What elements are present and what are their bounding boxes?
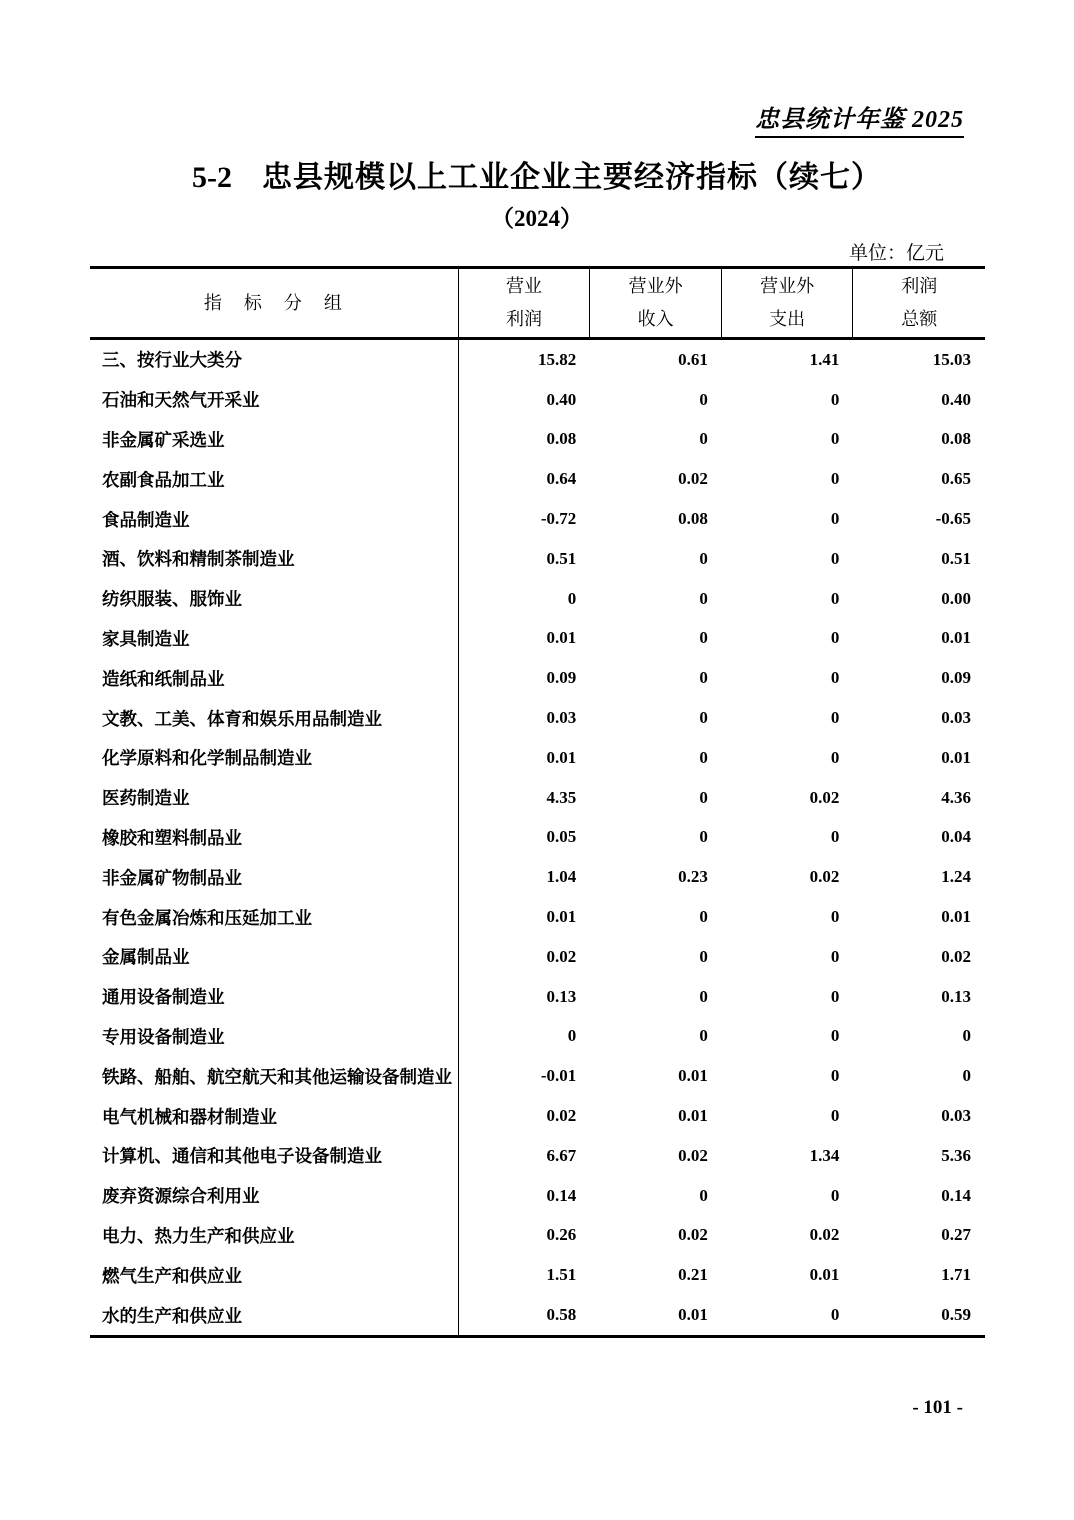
row-label: 非金属矿采选业	[90, 420, 459, 460]
row-value-total-profit: 0.27	[941, 1225, 971, 1245]
table-row	[90, 977, 985, 1017]
table-row	[90, 619, 985, 659]
row-value-total-profit: 0.00	[941, 588, 971, 608]
table-row	[90, 459, 985, 499]
row-label: 橡胶和塑料制品业	[90, 818, 459, 858]
table-row	[90, 937, 985, 977]
row-value-total-profit: 0	[962, 1066, 971, 1086]
row-value-total-profit: 0.03	[941, 1106, 971, 1126]
table-header-row	[90, 269, 985, 340]
table-row	[90, 420, 985, 460]
row-value-non-operating-income: 0	[699, 1185, 708, 1205]
row-value-non-operating-income: 0.01	[678, 1066, 708, 1086]
row-value-operating-profit: -0.01	[540, 1066, 577, 1086]
row-value-non-operating-income: 0.02	[678, 1225, 708, 1245]
header-indicator-group: 指 标 分 组	[90, 269, 459, 337]
row-label: 电气机械和器材制造业	[90, 1096, 459, 1136]
row-value-non-operating-expense: 0	[830, 946, 840, 966]
row-value-non-operating-expense: 0	[830, 1026, 840, 1046]
row-value-non-operating-income: 0.02	[678, 469, 708, 489]
row-value-operating-profit: 4.35	[546, 787, 577, 807]
row-label: 三、按行业大类分	[90, 340, 459, 380]
row-value-operating-profit: 0.51	[546, 548, 577, 568]
row-value-total-profit: 0.01	[941, 907, 971, 927]
row-value-total-profit: 0.14	[941, 1185, 971, 1205]
row-label: 计算机、通信和其他电子设备制造业	[90, 1136, 459, 1176]
row-value-operating-profit: 1.51	[546, 1265, 577, 1285]
row-value-total-profit: 0	[962, 1026, 971, 1046]
table-title-text: 忠县规模以上工业企业主要经济指标（续七）	[262, 161, 882, 194]
table-row	[90, 818, 985, 858]
row-value-total-profit: 0.08	[941, 429, 971, 449]
row-value-non-operating-expense: 0	[830, 986, 840, 1006]
row-value-total-profit: 0.59	[941, 1305, 971, 1325]
page-title	[0, 152, 1074, 196]
row-value-total-profit: 15.03	[932, 349, 971, 369]
row-label: 铁路、船舶、航空航天和其他运输设备制造业	[90, 1056, 459, 1096]
row-value-non-operating-income: 0	[699, 628, 708, 648]
row-value-operating-profit: 0.14	[546, 1185, 577, 1205]
row-value-non-operating-income: 0	[699, 588, 708, 608]
row-value-non-operating-expense: 0.02	[809, 787, 840, 807]
row-label: 农副食品加工业	[90, 459, 459, 499]
table-row	[90, 897, 985, 937]
row-value-operating-profit: 15.82	[538, 349, 577, 369]
row-label: 石油和天然气开采业	[90, 380, 459, 420]
row-value-operating-profit: 0.58	[546, 1305, 577, 1325]
row-label: 文教、工美、体育和娱乐用品制造业	[90, 698, 459, 738]
row-value-total-profit: 0.02	[941, 946, 971, 966]
row-value-operating-profit: 6.67	[546, 1145, 577, 1165]
row-value-non-operating-income: 0	[699, 1026, 708, 1046]
row-value-non-operating-expense: 0	[830, 548, 840, 568]
row-value-total-profit: 1.71	[941, 1265, 971, 1285]
table-row	[90, 698, 985, 738]
row-value-non-operating-expense: 0	[830, 588, 840, 608]
header-total-profit: 利润 总额	[901, 276, 938, 329]
row-value-non-operating-expense: 0	[830, 429, 840, 449]
row-value-non-operating-income: 0.08	[678, 509, 708, 529]
row-value-operating-profit: 0	[567, 1026, 577, 1046]
row-value-operating-profit: 0.40	[546, 389, 577, 409]
row-value-non-operating-expense: 0	[830, 1106, 840, 1126]
row-value-operating-profit: -0.72	[540, 509, 577, 529]
row-value-total-profit: 5.36	[941, 1145, 971, 1165]
row-label: 家具制造业	[90, 619, 459, 659]
row-label: 化学原料和化学制品制造业	[90, 738, 459, 778]
table-row	[90, 1255, 985, 1295]
row-value-non-operating-expense: 0.01	[809, 1265, 840, 1285]
row-value-total-profit: -0.65	[935, 509, 971, 529]
page-number: - 101 -	[912, 1397, 963, 1418]
table-row	[90, 380, 985, 420]
row-value-operating-profit: 0.02	[546, 946, 577, 966]
table-row	[90, 499, 985, 539]
row-value-non-operating-income: 0	[699, 389, 708, 409]
table-row	[90, 738, 985, 778]
row-value-operating-profit: 0.02	[546, 1106, 577, 1126]
row-value-non-operating-income: 0	[699, 787, 708, 807]
row-value-non-operating-income: 0	[699, 548, 708, 568]
row-value-non-operating-expense: 0.02	[809, 867, 840, 887]
row-label: 水的生产和供应业	[90, 1295, 459, 1335]
row-value-operating-profit: 0.01	[546, 628, 577, 648]
table-row	[90, 1136, 985, 1176]
row-label: 专用设备制造业	[90, 1017, 459, 1057]
row-value-non-operating-expense: 0	[830, 389, 840, 409]
row-value-total-profit: 0.13	[941, 986, 971, 1006]
row-value-non-operating-income: 0	[699, 747, 708, 767]
row-value-non-operating-income: 0.01	[678, 1305, 708, 1325]
row-value-non-operating-expense: 1.34	[809, 1145, 840, 1165]
header-non-operating-expense: 营业外 支出	[722, 269, 854, 337]
row-value-operating-profit: 0	[567, 588, 577, 608]
row-value-non-operating-expense: 0	[830, 827, 840, 847]
row-value-operating-profit: 0.05	[546, 827, 577, 847]
row-label: 燃气生产和供应业	[90, 1255, 459, 1295]
row-value-operating-profit: 1.04	[546, 867, 577, 887]
row-value-non-operating-income: 0	[699, 986, 708, 1006]
row-value-total-profit: 0.01	[941, 628, 971, 648]
row-value-total-profit: 1.24	[941, 867, 971, 887]
row-value-non-operating-income: 0	[699, 668, 708, 688]
row-value-total-profit: 0.03	[941, 708, 971, 728]
row-value-operating-profit: 0.09	[546, 668, 577, 688]
table-row	[90, 1096, 985, 1136]
header-operating-profit: 营业 利润	[459, 269, 591, 337]
row-value-non-operating-income: 0.61	[678, 349, 708, 369]
row-value-total-profit: 0.04	[941, 827, 971, 847]
row-value-non-operating-expense: 0	[830, 907, 840, 927]
row-value-non-operating-income: 0	[699, 946, 708, 966]
table-row	[90, 579, 985, 619]
row-value-non-operating-expense: 0	[830, 469, 840, 489]
row-value-total-profit: 0.65	[941, 469, 971, 489]
row-value-non-operating-income: 0.02	[678, 1145, 708, 1165]
row-value-operating-profit: 0.13	[546, 986, 577, 1006]
row-value-non-operating-income: 0	[699, 827, 708, 847]
table-row	[90, 857, 985, 897]
row-value-non-operating-expense: 0.02	[809, 1225, 840, 1245]
row-label: 有色金属冶炼和压延加工业	[90, 897, 459, 937]
row-value-non-operating-income: 0	[699, 429, 708, 449]
row-label: 金属制品业	[90, 937, 459, 977]
row-value-total-profit: 0.01	[941, 747, 971, 767]
row-label: 酒、饮料和精制茶制造业	[90, 539, 459, 579]
row-label: 纺织服装、服饰业	[90, 579, 459, 619]
row-value-total-profit: 4.36	[941, 787, 971, 807]
table-row	[90, 539, 985, 579]
row-label: 造纸和纸制品业	[90, 658, 459, 698]
row-label: 电力、热力生产和供应业	[90, 1216, 459, 1256]
row-label: 通用设备制造业	[90, 977, 459, 1017]
table-row	[90, 1216, 985, 1256]
row-label: 食品制造业	[90, 499, 459, 539]
table-body	[90, 340, 985, 1335]
row-value-total-profit: 0.51	[941, 548, 971, 568]
row-value-operating-profit: 0.26	[546, 1225, 577, 1245]
row-label: 废弃资源综合利用业	[90, 1176, 459, 1216]
table-year-subtitle: （2024）	[491, 206, 583, 231]
row-value-non-operating-expense: 0	[830, 1305, 840, 1325]
row-value-operating-profit: 0.03	[546, 708, 577, 728]
unit-label: 单位：亿元	[848, 243, 944, 264]
table-row	[90, 1176, 985, 1216]
header-non-operating-income: 营业外 收入	[590, 269, 722, 337]
row-value-non-operating-expense: 0	[830, 628, 840, 648]
row-value-non-operating-expense: 0	[830, 747, 840, 767]
row-value-non-operating-expense: 0	[830, 668, 840, 688]
row-value-non-operating-expense: 0	[830, 509, 840, 529]
table-row	[90, 1056, 985, 1096]
row-value-non-operating-income: 0	[699, 907, 708, 927]
row-value-non-operating-income: 0.23	[678, 867, 708, 887]
row-value-operating-profit: 0.01	[546, 907, 577, 927]
row-value-total-profit: 0.40	[941, 389, 971, 409]
row-value-operating-profit: 0.64	[546, 469, 577, 489]
table-row	[90, 658, 985, 698]
row-value-operating-profit: 0.01	[546, 747, 577, 767]
row-value-non-operating-expense: 0	[830, 1066, 840, 1086]
table-row	[90, 1017, 985, 1057]
row-value-non-operating-income: 0	[699, 708, 708, 728]
row-value-non-operating-income: 0.01	[678, 1106, 708, 1126]
row-value-non-operating-income: 0.21	[678, 1265, 708, 1285]
row-value-total-profit: 0.09	[941, 668, 971, 688]
row-value-operating-profit: 0.08	[546, 429, 577, 449]
row-value-non-operating-expense: 0	[830, 708, 840, 728]
row-value-non-operating-expense: 0	[830, 1185, 840, 1205]
row-value-non-operating-expense: 1.41	[809, 349, 840, 369]
table-row	[90, 340, 985, 380]
yearbook-running-head: 忠县统计年鉴 2025	[755, 99, 964, 138]
row-label: 医药制造业	[90, 778, 459, 818]
table-row	[90, 1295, 985, 1335]
table-number: 5-2	[192, 161, 232, 194]
row-label: 非金属矿物制品业	[90, 857, 459, 897]
economic-indicators-table	[90, 266, 985, 1338]
table-row	[90, 778, 985, 818]
